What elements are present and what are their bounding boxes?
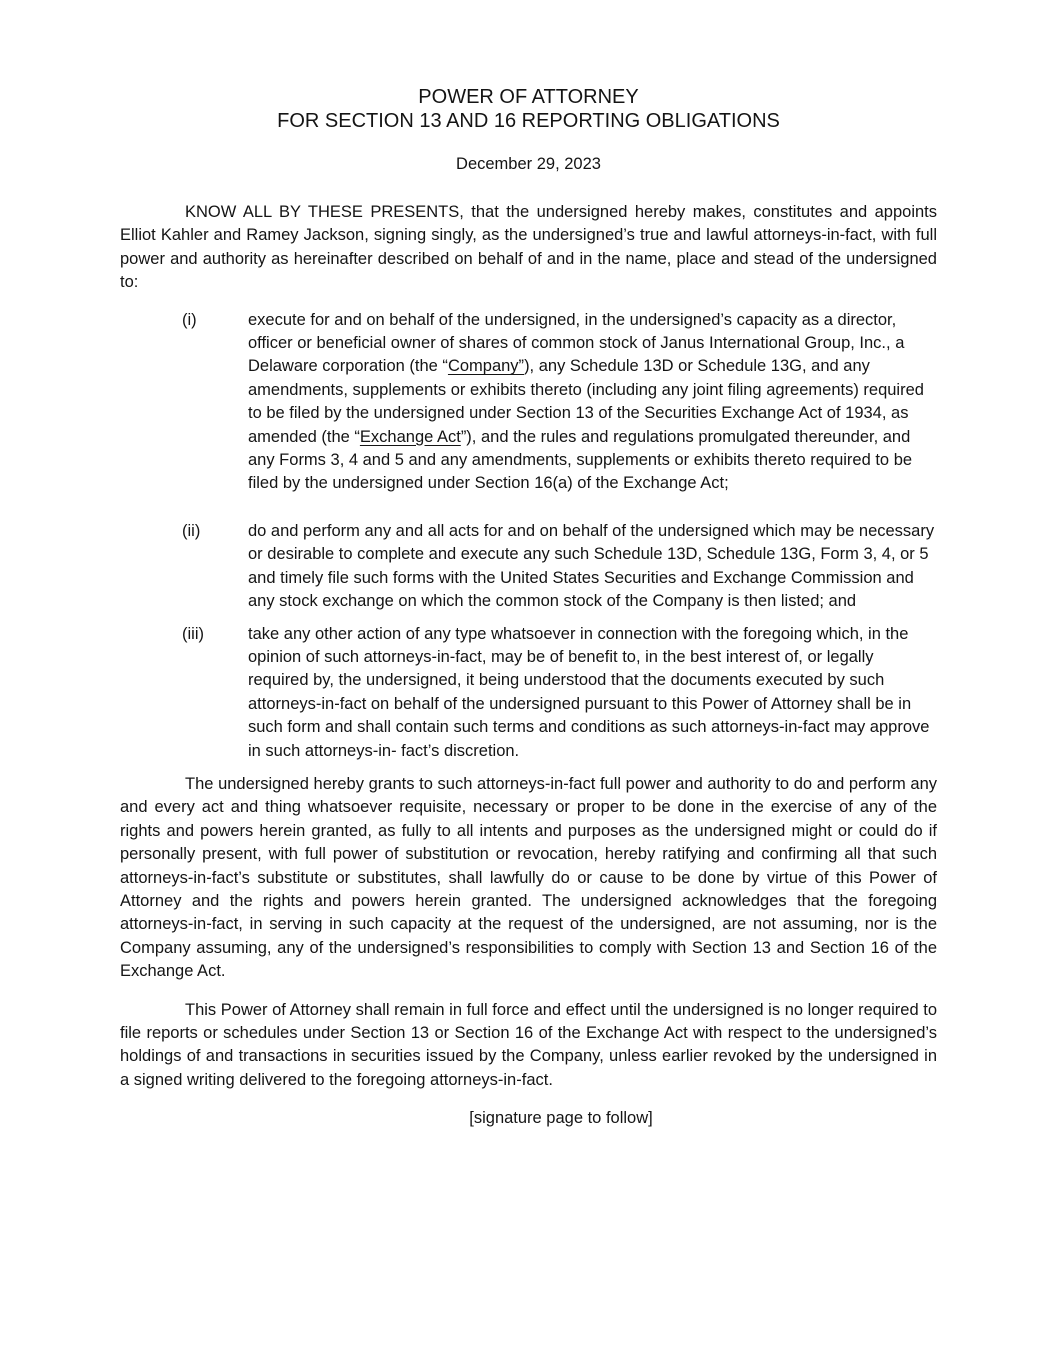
item-i-segment-2: ), any Schedule 13D or Schedule 13G, and any amendments, supplements or exhibits thereto (including any joint filing agreements) required to be filed by the undersigned under Section 13 of the Securities Exchange Act of 1934, as amended (the “ [248,357,924,446]
item-i-segment-1: execute for and on behalf of the undersigned, in the undersigned’s capacity as a director, officer or beneficial owner of shares of common stock of Janus International Group, Inc., a Delaware corporation (the “ [248,310,905,376]
company-term-underlined: Company” [447,357,525,376]
item-label-i: (i) [182,310,197,329]
item-label-ii: (ii) [182,521,201,540]
signature-note: [signature page to follow] [469,1109,653,1128]
title-line-1: POWER OF ATTORNEY [418,86,639,108]
item-text-i [248,309,937,496]
grant-paragraph: The undersigned hereby grants to such attorneys-in-fact full power and authority to do and perform any and every act and thing whatsoever requisite, necessary or proper to be done in the exercise of any of the rights and powers herein granted, as fully to all intents and purposes as the undersigned might or could do if personally present, with full power of substitution or revocation, hereby ratifying and confirming all that such attorneys-in-fact’s substitute or substitutes, shall lawfully do or cause to be done by virtue of this Power of Attorney and the rights and powers herein granted. The undersigned acknowledges that the foregoing attorneys-in-fact, in serving in such capacity at the request of the undersigned, are not assuming, nor is the Company assuming, any of the undersigned’s responsibilities to comply with Section 13 and Section 16 of the Exchange Act. [120,774,937,981]
document-title [120,86,937,133]
item-i-segment-3: ”), and the rules and regulations promulgated thereunder, and any Forms 3, 4 and 5 and any amendments, supplements or exhibits thereto required to be filed by the undersigned under Section 16(a) of the Exchange Act; [248,427,913,493]
document-date: December 29, 2023 [456,155,601,173]
list-item-i [182,309,937,496]
item-text-iii: take any other action of any type whatsoever in connection with the foregoing which, in the opinion of such attorneys-in-fact, may be of benefit to, in the best interest of, or legally required by, the undersigned, it being understood that the documents executed by such attorneys-in-fact on behalf of the undersigned pursuant to this Power of Attorney shall be in such form and shall contain such terms and conditions as such attorneys-in-fact may approve in such attorneys-in- fact’s discretion. [248,624,930,760]
list-item-iii [182,623,937,763]
exchange-act-term-underlined: Exchange Act [359,427,461,446]
list-item-ii [182,520,937,614]
item-text-ii: do and perform any and all acts for and on behalf of the undersigned which may be necessary or desirable to complete and execute any such Schedule 13D, Schedule 13G, Form 3, 4, or 5 and timely file such forms with the United States Securities and Exchange Commission and any stock exchange on which the common stock of the Company is then listed; and [248,521,935,611]
title-line-2: FOR SECTION 13 AND 16 REPORTING OBLIGATIONS [277,109,780,132]
intro-paragraph: KNOW ALL BY THESE PRESENTS, that the undersigned hereby makes, constitutes and appoints Elliot Kahler and Ramey Jackson, signing singly, as the undersigned’s true and lawful attorneys-in-fact, with full power and authority as hereinafter described on behalf of and in the name, place and stead of the undersigned to: [120,203,937,292]
item-label-iii: (iii) [182,624,204,643]
duration-paragraph: This Power of Attorney shall remain in full force and effect until the undersigned is no longer required to file reports or schedules under Section 13 or Section 16 of the Exchange Act with respect to the undersigned’s holdings of and transactions in securities issued by the Company, unless earlier revoked by the undersigned in a signed writing delivered to the foregoing attorneys-in-fact. [120,1000,937,1089]
